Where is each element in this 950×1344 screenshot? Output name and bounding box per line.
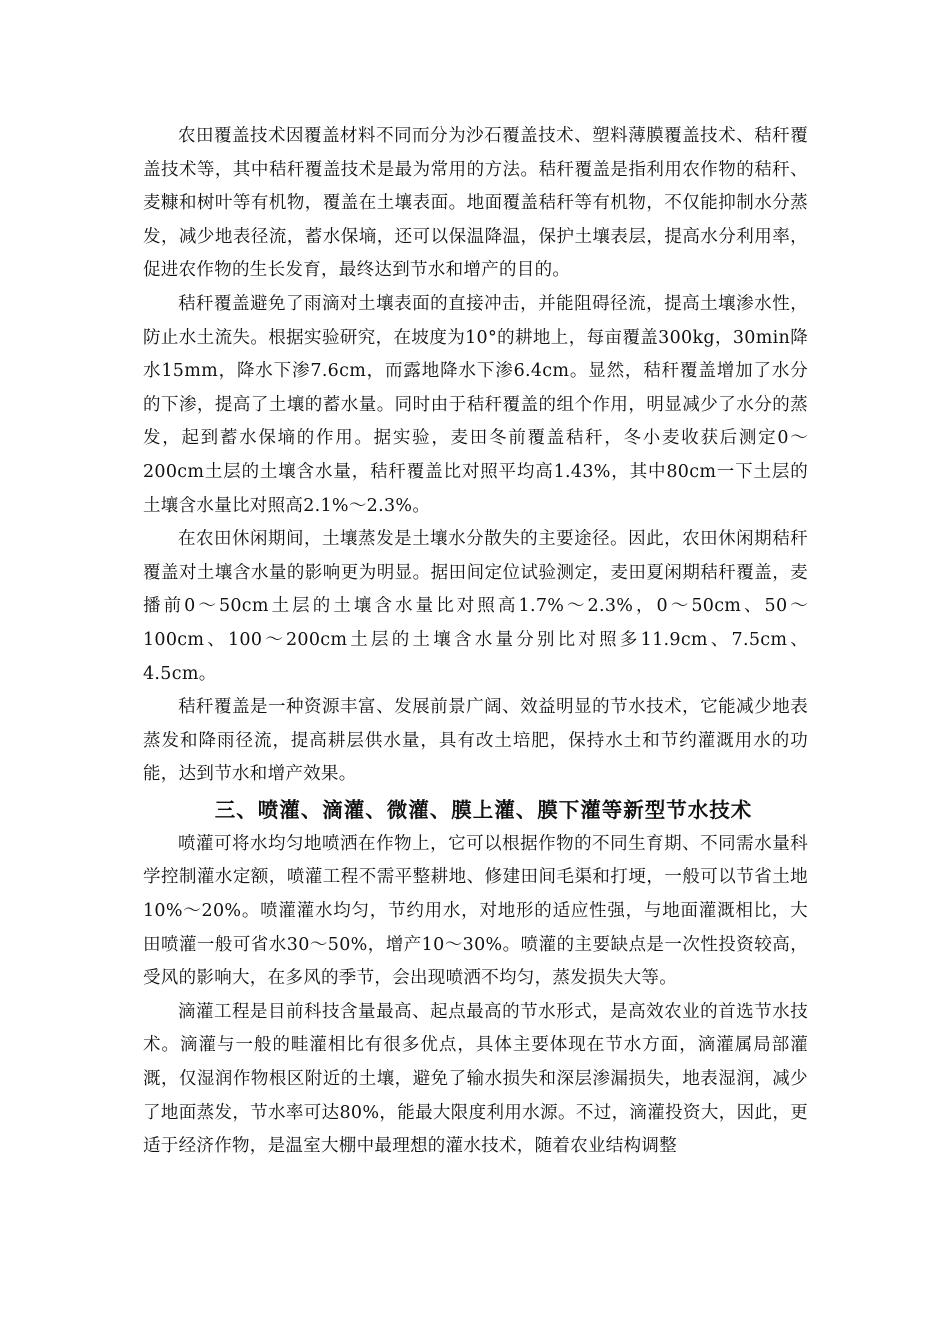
paragraph-straw-summary: 秸秆覆盖是一种资源丰富、发展前景广阔、效益明显的节水技术，它能减少地表蒸发和降雨径流，提高耕层供水量，具有改土培肥，保持水土和节约灌溉用水的功能，达到节水和增产效果。 [143,697,808,785]
paragraph-fallow-period: 在农田休闲期间，土壤蒸发是土壤水分散失的主要途径。因此，农田休闲期秸秆覆盖对土壤含水量的影响更为明显。据田间定位试验测定，麦田夏闲期秸秆覆盖，麦播前0～50cm土层的土壤含水量比对照高1.7%～2.3%，0～50cm、50～100cm、100～200cm土层的土壤含水量分别比对照多11.9cm、7.5cm、4.5cm。 [143,529,808,684]
document-body [143,120,808,1164]
paragraph-straw-runoff: 秸秆覆盖避免了雨滴对土壤表面的直接冲击，并能阻碍径流，提高土壤渗水性，防止水土流失。根据实验研究，在坡度为10°的耕地上，每亩覆盖300kg，30min降水15mm，降水下渗7.6cm，而露地降水下渗6.4cm。显然，秸秆覆盖增加了水分的下渗，提高了土壤的蓄水量。同时由于秸秆覆盖的组个作用，明显减少了水分的蒸发，起到蓄水保墒的作用。据实验，麦田冬前覆盖秸秆，冬小麦收获后测定0～200cm土层的土壤含水量，秸秆覆盖比对照平均高1.43%，其中80cm一下土层的土壤含水量比对照高2.1%～2.3%。 [143,293,808,516]
paragraph-drip-irrigation: 滴灌工程是目前科技含量最高、起点最高的节水形式，是高效农业的首选节水技术。滴灌与一般的畦灌相比有很多优点，具体主要体现在节水方面，滴灌属局部灌溉，仅湿润作物根区附近的土壤，避免了输水损失和深层渗漏损失，地表湿润，减少了地面蒸发，节水率可达80%，能最大限度利用水源。不过，滴灌投资大，因此，更适于经济作物，是温室大棚中最理想的灌水技术，随着农业结构调整 [143,1001,808,1157]
paragraph-sprinkler-irrigation: 喷灌可将水均匀地喷洒在作物上，它可以根据作物的不同生育期、不同需水量科学控制灌水定额，喷灌工程不需平整耕地、修建田间毛渠和打埂，一般可以节省土地10%～20%。喷灌灌水均匀，节约用水，对地形的适应性强，与地面灌溉相比，大田喷灌一般可省水30～50%，增产10～30%。喷灌的主要缺点是一次性投资较高，受风的影响大，在多风的季节，会出现喷洒不均匀，蒸发损失大等。 [143,833,808,989]
section-heading: 三、喷灌、滴灌、微灌、膜上灌、膜下灌等新型节水技术 [214,797,753,822]
paragraph-mulching-overview: 农田覆盖技术因覆盖材料不同而分为沙石覆盖技术、塑料薄膜覆盖技术、秸秆覆盖技术等，其中秸秆覆盖技术是最为常用的方法。秸秆覆盖是指利用农作物的秸秆、麦糠和树叶等有机物，覆盖在土壤表面。地面覆盖秸秆等有机物，不仅能抑制水分蒸发，减少地表径流，蓄水保墒，还可以保温降温，保护土壤表层，提高水分利用率，促进农作物的生长发育，最终达到节水和增产的目的。 [143,126,808,281]
